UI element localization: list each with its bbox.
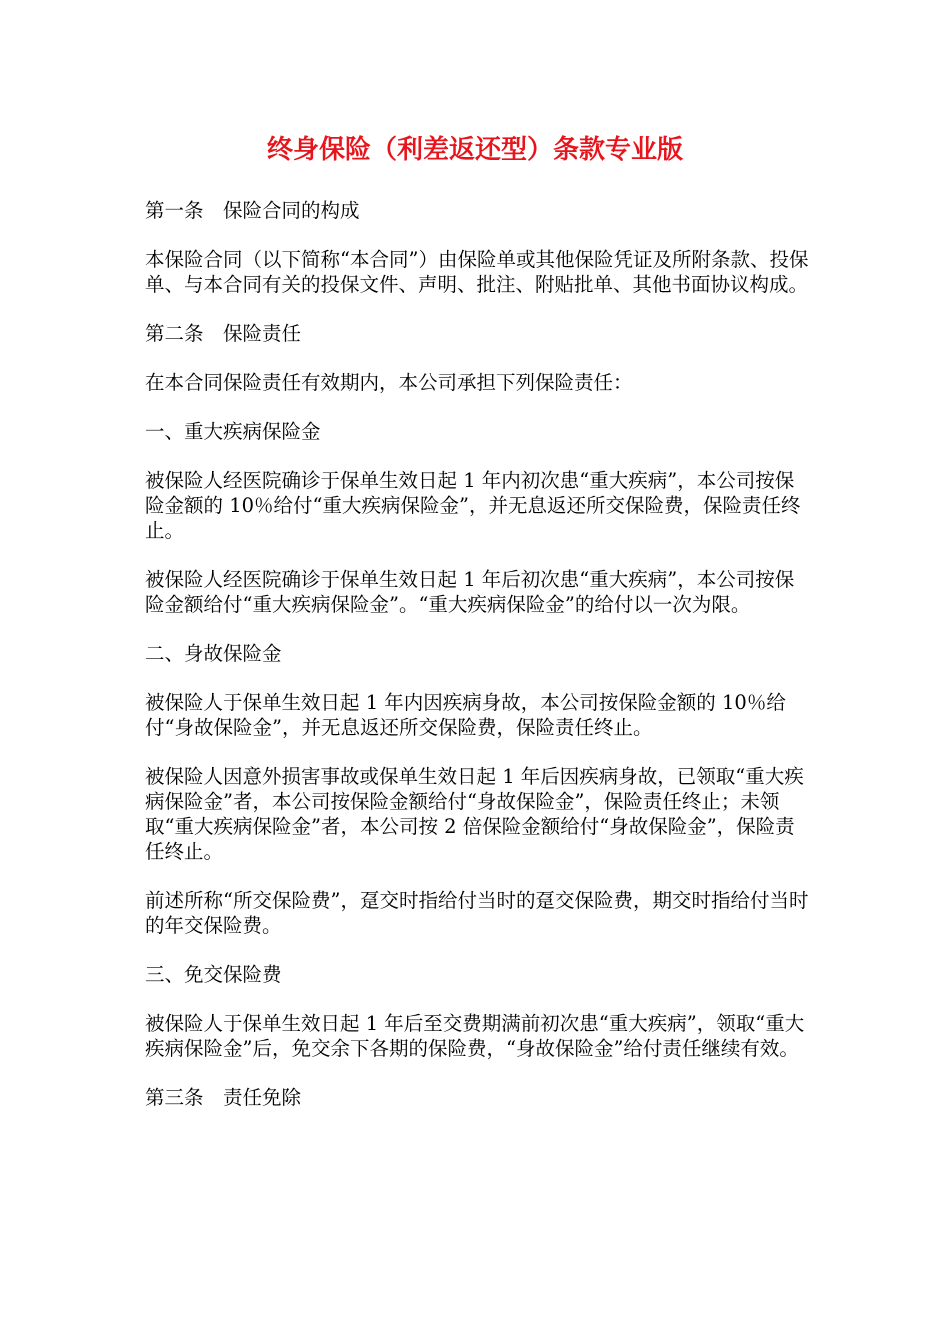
section-heading: 第三条 责任免除 bbox=[145, 1086, 302, 1109]
section-heading: 第一条 保险合同的构成 bbox=[145, 199, 360, 222]
paragraph: 被保险人经医院确诊于保单生效日起 1 年后初次患“重大疾病”，本公司按保险金额给付“重大疾病保险金”。“重大疾病保险金”的给付以一次为限。 bbox=[145, 568, 795, 616]
subsection-heading: 三、免交保险费 bbox=[145, 963, 282, 986]
paragraph: 被保险人因意外损害事故或保单生效日起 1 年后因疾病身故，已领取“重大疾病保险金”者，本公司按保险金额给付“身故保险金”，保险责任终止；未领取“重大疾病保险金”者，本公司按 2 倍保险金额给付“身故保险金”，保险责任终止。 bbox=[145, 765, 804, 863]
paragraph: 被保险人于保单生效日起 1 年内因疾病身故，本公司按保险金额的 10％给付“身故保险金”，并无息返还所交保险费，保险责任终止。 bbox=[145, 691, 786, 739]
document-title: 终身保险（利差返还型）条款专业版 bbox=[266, 135, 683, 165]
paragraph: 本保险合同（以下简称“本合同”）由保险单或其他保险凭证及所附条款、投保单、与本合同有关的投保文件、声明、批注、附贴批单、其他书面协议构成。 bbox=[145, 248, 809, 296]
subsection-heading: 一、重大疾病保险金 bbox=[145, 420, 321, 443]
paragraph: 在本合同保险责任有效期内，本公司承担下列保险责任： bbox=[145, 371, 633, 394]
section-heading: 第二条 保险责任 bbox=[145, 322, 302, 345]
paragraph: 被保险人经医院确诊于保单生效日起 1 年内初次患“重大疾病”，本公司按保险金额的 10％给付“重大疾病保险金”，并无息返还所交保险费，保险责任终止。 bbox=[145, 469, 801, 542]
paragraph: 被保险人于保单生效日起 1 年后至交费期满前初次患“重大疾病”，领取“重大疾病保险金”后，免交余下各期的保险费，“身故保险金”给付责任继续有效。 bbox=[145, 1012, 805, 1060]
document-body bbox=[145, 198, 813, 1134]
subsection-heading: 二、身故保险金 bbox=[145, 642, 282, 665]
paragraph: 前述所称“所交保险费”，趸交时指给付当时的趸交保险费，期交时指给付当时的年交保险费。 bbox=[145, 889, 809, 937]
